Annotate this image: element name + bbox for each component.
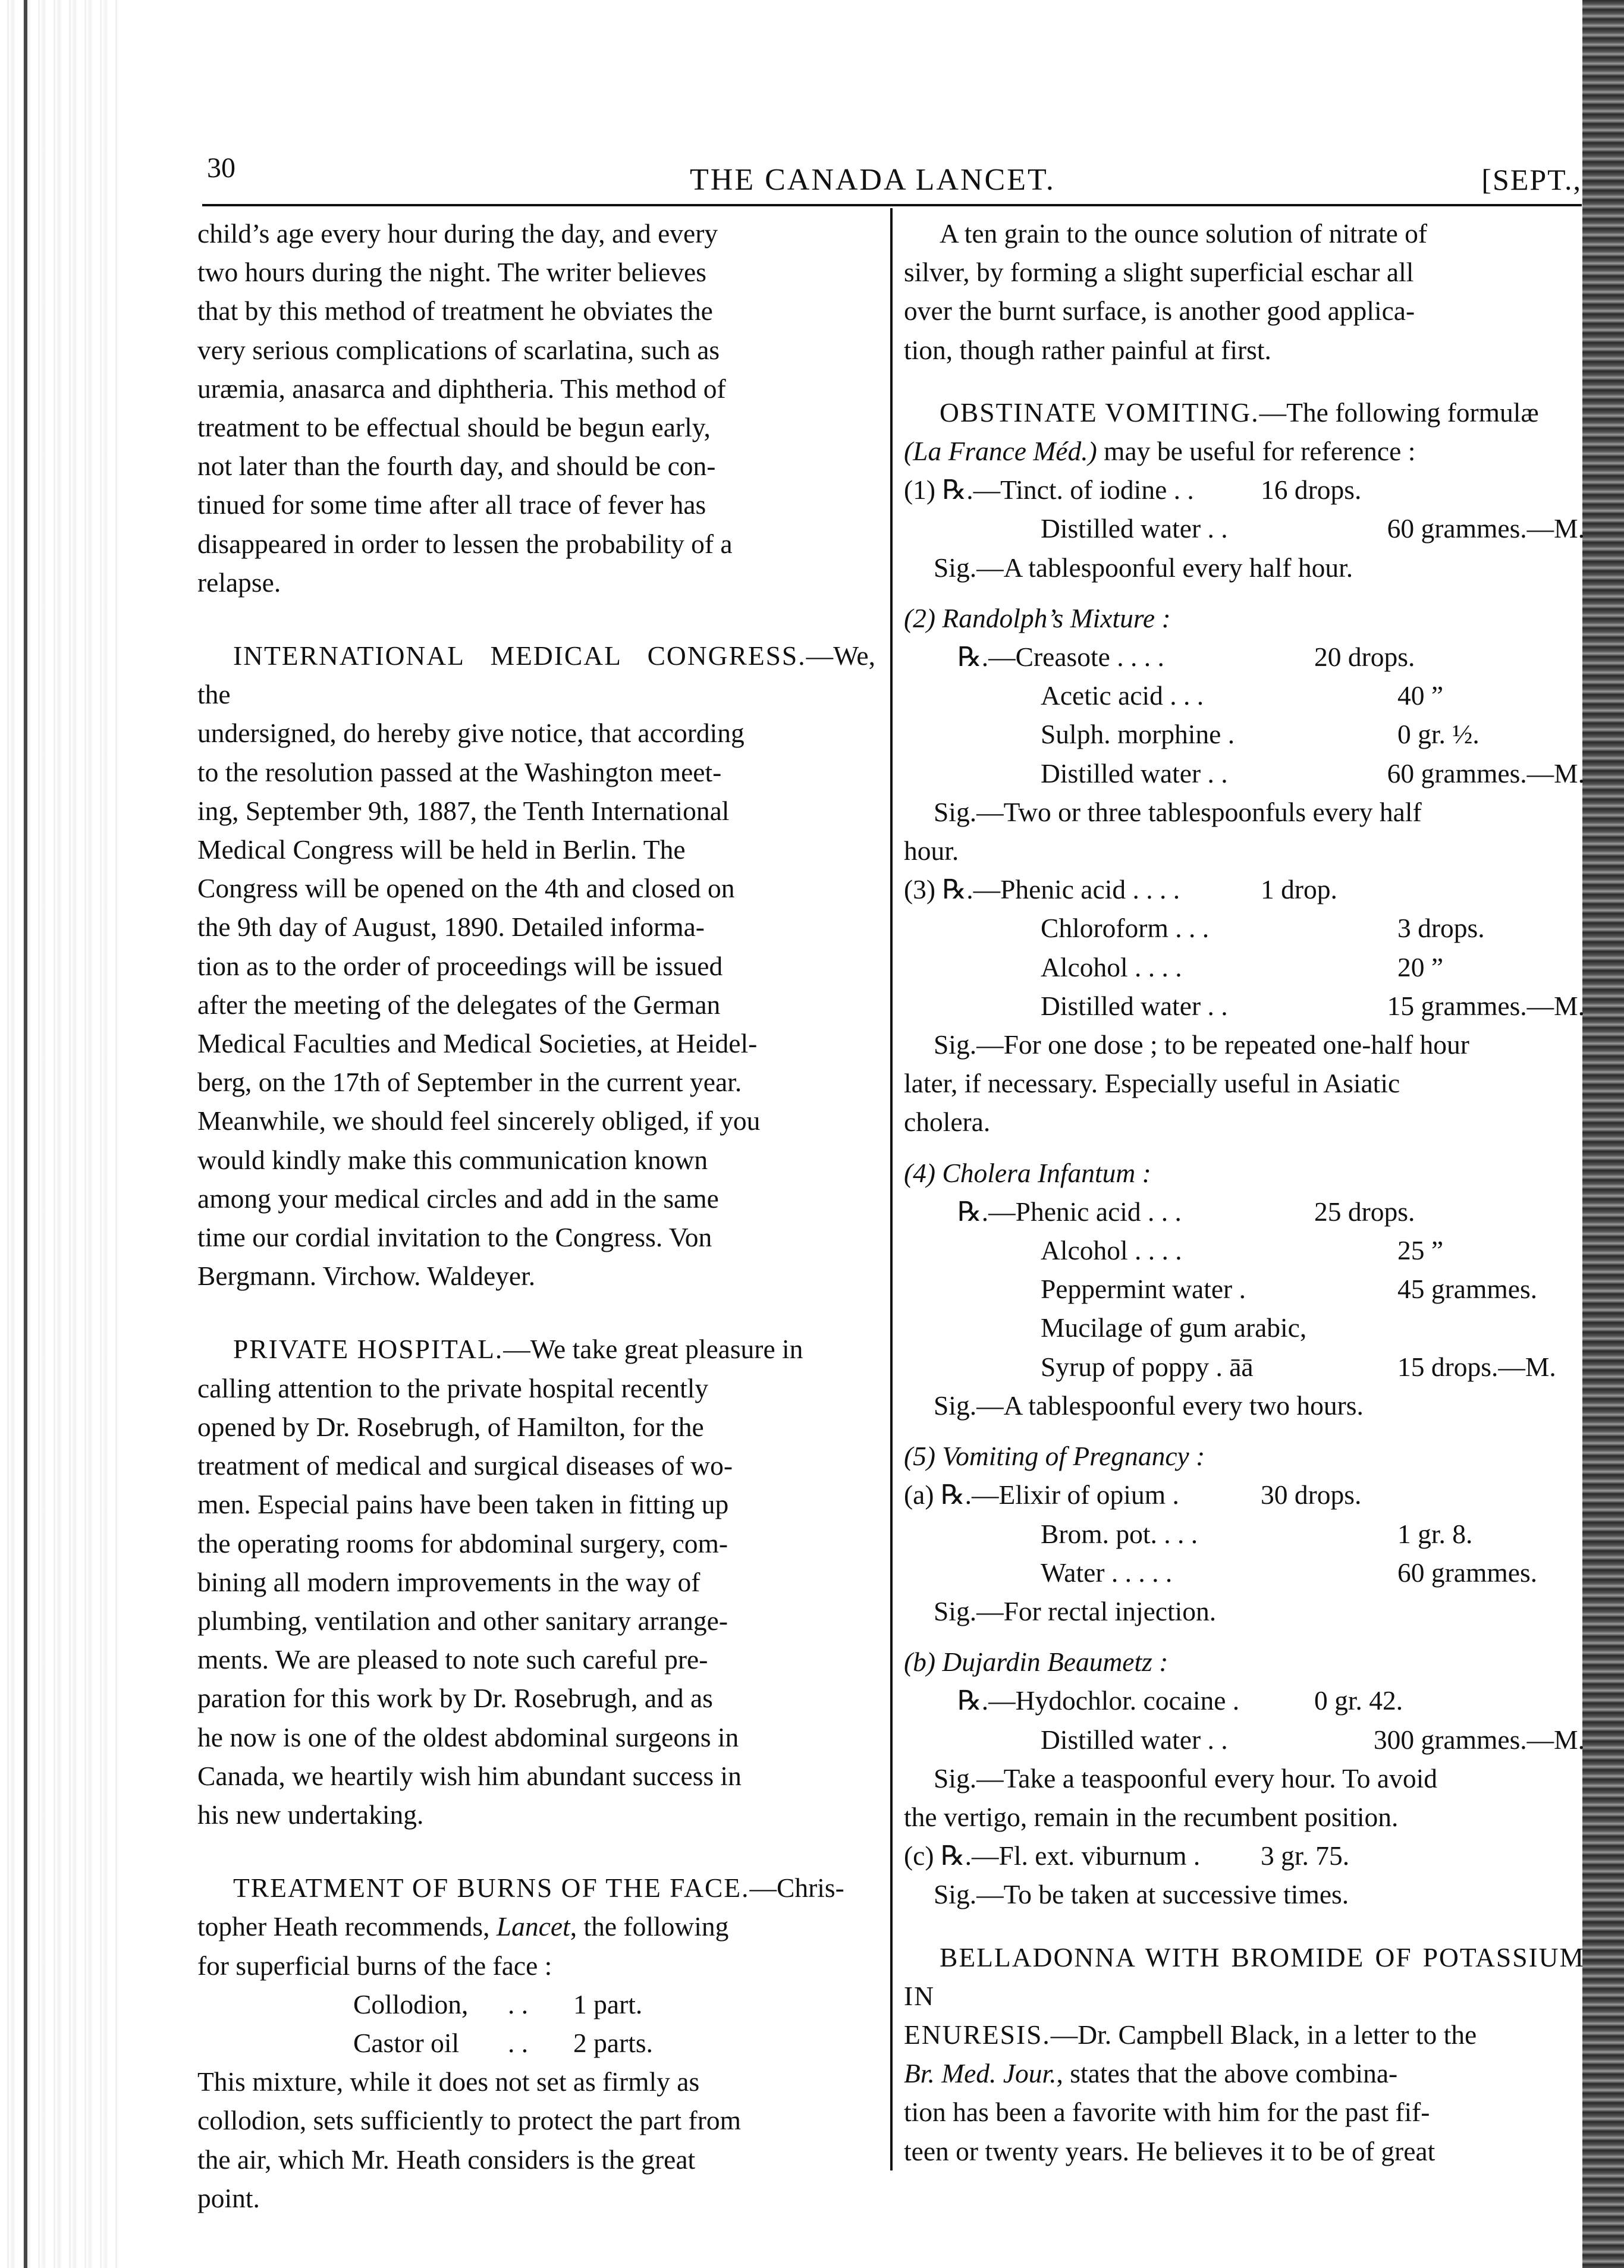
signa-line: Sig.—Two or three tablespoonfuls every half	[934, 796, 1422, 827]
text-line: Bergmann. Virchow. Waldeyer.	[197, 1261, 536, 1292]
issue-label: [SEPT.,	[1481, 163, 1582, 196]
formula-line: (c) ℞.—Fl. ext. viburnum . 3 gr. 75.	[904, 1840, 1350, 1871]
formula-line: Alcohol . . . . 25 ”	[1041, 1235, 1444, 1266]
formula-line: Syrup of poppy . āā 15 drops.—M.	[1041, 1351, 1556, 1382]
signa-line: hour.	[904, 835, 959, 866]
formula-line: Distilled water . . 300 grammes.—M.	[1041, 1724, 1585, 1755]
right-column	[904, 214, 1585, 2170]
text-line: plumbing, ventilation and other sanitary arrange-	[197, 1605, 728, 1636]
text-line: tinued for some time after all trace of fever has	[197, 489, 706, 520]
text-line: A ten grain to the ounce solution of nitrate of	[940, 218, 1428, 249]
text-line: child’s age every hour during the day, and every	[197, 218, 718, 249]
formula-line: Mucilage of gum arabic,	[1041, 1312, 1307, 1343]
text-line: among your medical circles and add in the same	[197, 1183, 719, 1214]
text-line: men. Especial pains have been taken in fitting up	[197, 1489, 729, 1520]
text-line: TREATMENT OF BURNS OF THE FACE.—Chris-	[233, 1873, 844, 1903]
signa-line: Sig.—To be taken at successive times.	[934, 1879, 1349, 1910]
text-line: would kindly make this communication known	[197, 1144, 708, 1175]
formula-line: (1) ℞.—Tinct. of iodine . . 16 drops.	[904, 475, 1362, 505]
header-rule	[202, 204, 1582, 206]
text-line: Medical Congress will be held in Berlin. The	[197, 834, 686, 865]
text-line: INTERNATIONAL MEDICAL CONGRESS.—We, the	[197, 640, 875, 710]
text-line: Congress will be opened on the 4th and closed on	[197, 873, 735, 904]
text-line: ing, September 9th, 1887, the Tenth International	[197, 795, 730, 826]
signa-line: Sig.—A tablespoonful every two hours.	[934, 1390, 1364, 1421]
signa-line: Sig.—For rectal injection.	[934, 1595, 1217, 1626]
signa-line: cholera.	[904, 1107, 991, 1138]
left-column	[197, 214, 875, 2217]
signa-line: Sig.—A tablespoonful every half hour.	[934, 552, 1353, 583]
text-line: bining all modern improvements in the way of	[197, 1566, 701, 1597]
signa-line: the vertigo, remain in the recumbent position.	[904, 1801, 1399, 1832]
recipe-row: Collodion, . . 1 part.	[353, 1989, 643, 2019]
text-line: the operating rooms for abdominal surgery, com-	[197, 1528, 728, 1559]
formula-line: Chloroform . . . 3 drops.	[1041, 913, 1485, 944]
text-line: not later than the fourth day, and should be con-	[197, 451, 716, 482]
signa-line: Sig.—Take a teaspoonful every hour. To avoid	[934, 1763, 1437, 1793]
text-line: time our cordial invitation to the Congress. Von	[197, 1222, 712, 1253]
formula-title: (5) Vomiting of Pregnancy :	[904, 1441, 1205, 1472]
text-line: Canada, we heartily wish him abundant success in	[197, 1760, 742, 1791]
formula-line: (3) ℞.—Phenic acid . . . . 1 drop.	[904, 874, 1337, 905]
text-line: ments. We are pleased to note such careful pre-	[197, 1644, 708, 1675]
vomiting-section	[904, 393, 1585, 1914]
recipe-row: Castor oil . . 2 parts.	[353, 2027, 653, 2058]
left-binding-edge	[0, 0, 119, 2268]
formula-line: ℞.—Creasote . . . . 20 drops.	[957, 642, 1415, 673]
hospital-paragraph	[197, 1330, 875, 1834]
formula-line: Distilled water . . 60 grammes.—M.	[1041, 513, 1585, 544]
text-line: the 9th day of August, 1890. Detailed informa-	[197, 912, 705, 943]
text-line: This mixture, while it does not set as firmly as	[197, 2066, 700, 2097]
text-line: paration for this work by Dr. Rosebrugh, and as	[197, 1683, 713, 1714]
text-line: teen or twenty years. He believes it to be of great	[904, 2135, 1435, 2166]
formula-line: (a) ℞.—Elixir of opium . 30 drops.	[904, 1479, 1362, 1510]
text-line: calling attention to the private hospital recently	[197, 1372, 709, 1403]
burns-paragraph	[197, 1868, 875, 2217]
journal-citation: Br. Med. Jour.	[904, 2058, 1057, 2089]
formula-line: Water . . . . . 60 grammes.	[1041, 1557, 1538, 1588]
text-line: Medical Faculties and Medical Societies, at Heidel-	[197, 1028, 758, 1059]
text-line: very serious complications of scarlatina, such as	[197, 334, 720, 365]
text-line: Meanwhile, we should feel sincerely obliged, if you	[197, 1105, 761, 1136]
text-line: for superficial burns of the face :	[197, 1950, 552, 1981]
text-line: the air, which Mr. Heath considers is the great	[197, 2144, 696, 2175]
text-line: over the burnt surface, is another good applica-	[904, 296, 1415, 326]
text-line: that by this method of treatment he obviates the	[197, 296, 713, 326]
journal-citation: Lancet	[496, 1911, 570, 1942]
text-line: tion as to the order of proceedings will be issued	[197, 950, 723, 981]
section-heading: OBSTINATE VOMITING.	[940, 397, 1259, 428]
text-line: point.	[197, 2182, 260, 2213]
signa-line: Sig.—For one dose ; to be repeated one-half hour	[934, 1029, 1469, 1060]
text-line: his new undertaking.	[197, 1799, 424, 1830]
text-line: to the resolution passed at the Washington meet-	[197, 756, 722, 787]
formula-line: Sulph. morphine . 0 gr. ½.	[1041, 719, 1479, 750]
text-line: OBSTINATE VOMITING.—The following formulæ	[940, 397, 1539, 428]
silver-paragraph	[904, 214, 1585, 369]
formula-line: ℞.—Hydochlor. cocaine . 0 gr. 42.	[957, 1685, 1403, 1716]
congress-paragraph	[197, 636, 875, 1295]
text-line: he now is one of the oldest abdominal surgeons in	[197, 1722, 739, 1752]
section-heading: PRIVATE HOSPITAL.	[233, 1334, 504, 1365]
section-heading: TREATMENT OF BURNS OF THE FACE.	[233, 1873, 750, 1903]
formula-line: Acetic acid . . . 40 ”	[1041, 680, 1444, 711]
text-line: treatment to be effectual should be begun early,	[197, 412, 711, 443]
page-number: 30	[207, 152, 235, 184]
burns-recipe	[353, 1985, 875, 2062]
signa-line: later, if necessary. Especially useful in Asiatic	[904, 1068, 1400, 1099]
formula-line: Distilled water . . 60 grammes.—M.	[1041, 758, 1585, 789]
text-line: disappeared in order to lessen the probability of a	[197, 528, 733, 559]
running-title: THE CANADA LANCET.	[690, 163, 1056, 197]
text-line: undersigned, do hereby give notice, that according	[197, 718, 745, 749]
text-line: topher Heath recommends, Lancet, the following	[197, 1911, 729, 1942]
text-line: PRIVATE HOSPITAL.—We take great pleasure in	[233, 1334, 803, 1365]
text-line: Br. Med. Jour., states that the above combina-	[904, 2058, 1398, 2089]
formula-line: Distilled water . . 15 grammes.—M.	[1041, 990, 1585, 1021]
text-line: opened by Dr. Rosebrugh, of Hamilton, for the	[197, 1411, 704, 1442]
formula-title: (4) Cholera Infantum :	[904, 1157, 1151, 1188]
formula-line: Brom. pot. . . . 1 gr. 8.	[1041, 1518, 1473, 1549]
formula-line: ℞.—Phenic acid . . . 25 drops.	[957, 1196, 1415, 1227]
text-line: two hours during the night. The writer believes	[197, 257, 706, 288]
right-binding-edge	[1582, 0, 1624, 2268]
text-line: tion has been a favorite with him for the past fif-	[904, 2097, 1430, 2128]
text-line: tion, though rather painful at first.	[904, 334, 1271, 365]
text-line: uræmia, anasarca and diphtheria. This method of	[197, 373, 726, 404]
text-line: treatment of medical and surgical diseases of wo-	[197, 1450, 733, 1481]
text-line: relapse.	[197, 567, 281, 598]
running-header	[202, 152, 1582, 205]
formula-line: Alcohol . . . . 20 ”	[1041, 951, 1444, 982]
formula-title: (b) Dujardin Beaumetz :	[904, 1647, 1168, 1678]
formula-line: Peppermint water . 45 grammes.	[1041, 1274, 1538, 1305]
text-line: ENURESIS.—Dr. Campbell Black, in a letter to the	[904, 2019, 1477, 2050]
text-line: after the meeting of the delegates of the German	[197, 989, 721, 1020]
text-line: silver, by forming a slight superficial eschar all	[904, 257, 1414, 288]
section-heading: INTERNATIONAL MEDICAL CONGRESS.	[233, 640, 806, 671]
section-heading: BELLADONNA WITH BROMIDE OF POTASSIUM IN	[904, 1942, 1585, 2011]
text-line: berg, on the 17th of September in the current year.	[197, 1067, 742, 1098]
text-line: (La France Méd.) may be useful for reference :	[904, 436, 1416, 467]
belladonna-paragraph	[904, 1938, 1585, 2170]
scarlatina-paragraph	[197, 214, 875, 602]
formula-title: (2) Randolph’s Mixture :	[904, 602, 1171, 633]
text-line: collodion, sets sufficiently to protect the part from	[197, 2105, 741, 2136]
column-divider	[890, 208, 893, 2170]
